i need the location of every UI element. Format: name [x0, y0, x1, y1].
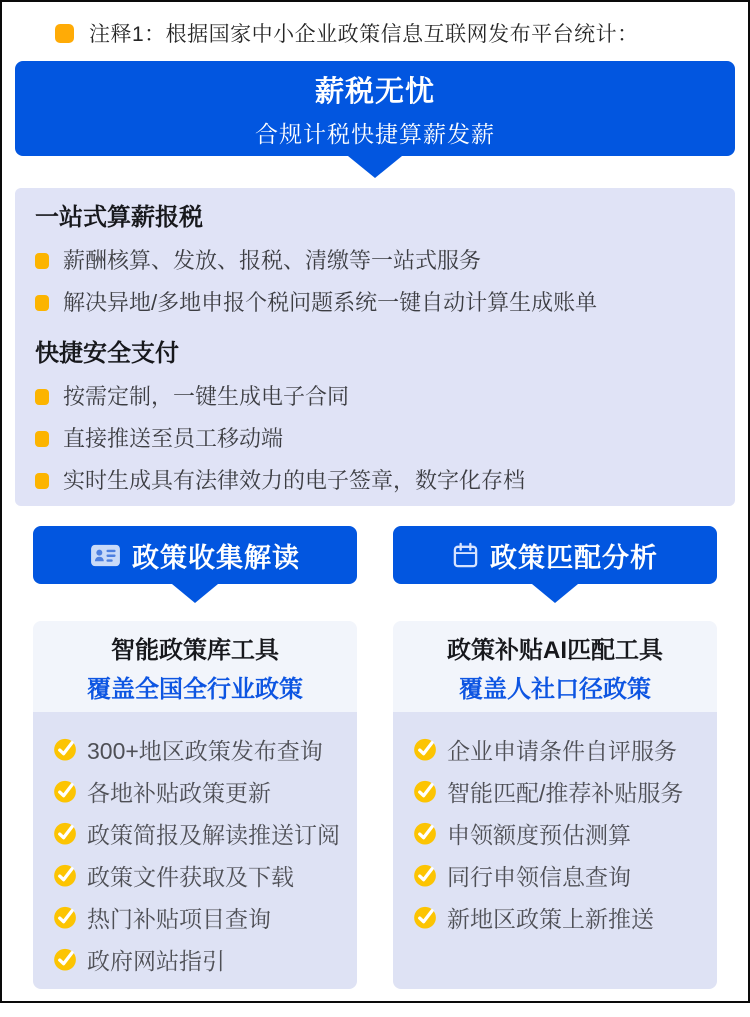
- list-item-label: 政策简报及解读推送订阅: [87, 822, 340, 848]
- subsidy-matching-card: [393, 621, 717, 989]
- card-subtitle: 覆盖全国全行业政策: [87, 675, 303, 703]
- list-item-label: 政策文件获取及下载: [87, 864, 294, 890]
- orange-square-bullet-icon: [55, 24, 74, 43]
- list-item: [413, 733, 717, 766]
- banner-subtitle: 合规计税快捷算薪发薪: [255, 120, 495, 147]
- feature-item-label: 按需定制，一键生成电子合同: [63, 384, 350, 409]
- two-column-section: [15, 526, 735, 989]
- card-title: 智能政策库工具: [111, 636, 279, 664]
- infographic-page: [2, 18, 748, 1017]
- section-heading: 一站式算薪报税: [35, 204, 203, 231]
- feature-item: [35, 468, 715, 494]
- list-item: [413, 901, 717, 934]
- list-item: [413, 775, 717, 808]
- feature-item-label: 解决异地/多地申报个税问题系统一键自动计算生成账单: [63, 290, 598, 315]
- list-item: [413, 817, 717, 850]
- policy-matching-button[interactable]: [393, 526, 717, 584]
- orange-square-bullet-icon: [35, 431, 49, 447]
- section-heading: 快捷安全支付: [35, 340, 179, 367]
- list-item-label: 同行申领信息查询: [447, 864, 631, 890]
- column-policy-collection: [33, 526, 357, 989]
- feature-item-label: 薪酬核算、发放、报税、清缴等一站式服务: [63, 248, 482, 273]
- list-item-label: 300+地区政策发布查询: [87, 738, 323, 764]
- list-item: [53, 733, 357, 766]
- id-card-icon: [90, 543, 121, 568]
- feature-item-label: 直接推送至员工移动端: [63, 426, 284, 451]
- feature-item: [35, 290, 715, 316]
- banner-title: 薪税无忧: [314, 75, 435, 108]
- note-text: 注释1：根据国家中小企业政策信息互联网发布平台统计：: [89, 23, 639, 46]
- arrow-down-icon: [172, 584, 218, 603]
- feature-item-label: 实时生成具有法律效力的电子签章，数字化存档: [63, 468, 526, 493]
- list-item: [53, 859, 357, 892]
- check-icon: [53, 905, 78, 930]
- card-subtitle: 覆盖人社口径政策: [459, 675, 651, 703]
- calendar-icon: [452, 542, 479, 569]
- check-icon: [53, 821, 78, 846]
- check-icon: [413, 821, 438, 846]
- card-list: [393, 712, 717, 989]
- list-item: [53, 943, 357, 976]
- feature-item: [35, 248, 715, 274]
- arrow-down-icon: [532, 584, 578, 603]
- check-icon: [53, 737, 78, 762]
- policy-library-card: [33, 621, 357, 989]
- list-item-label: 智能匹配/推荐补贴服务: [447, 780, 684, 806]
- list-item-label: 新地区政策上新推送: [447, 906, 654, 932]
- list-item-label: 政府网站指引: [87, 948, 225, 974]
- feature-box: [15, 188, 735, 506]
- policy-collection-button-label: 政策收集解读: [132, 542, 300, 573]
- banner: [15, 61, 735, 156]
- list-item-label: 热门补贴项目查询: [87, 906, 271, 932]
- card-list: [33, 712, 357, 989]
- list-item-label: 申领额度预估测算: [447, 822, 631, 848]
- check-icon: [53, 947, 78, 972]
- check-icon: [413, 863, 438, 888]
- feature-item: [35, 426, 715, 452]
- card-title: 政策补贴AI匹配工具: [447, 636, 663, 664]
- policy-matching-button-label: 政策匹配分析: [490, 542, 658, 573]
- check-icon: [413, 779, 438, 804]
- list-item-label: 企业申请条件自评服务: [447, 738, 677, 764]
- orange-square-bullet-icon: [35, 473, 49, 489]
- list-item: [53, 775, 357, 808]
- orange-square-bullet-icon: [35, 253, 49, 269]
- check-icon: [53, 779, 78, 804]
- feature-item: [35, 384, 715, 410]
- policy-collection-button[interactable]: [33, 526, 357, 584]
- list-item-label: 各地补贴政策更新: [87, 780, 271, 806]
- check-icon: [413, 737, 438, 762]
- column-policy-matching: [393, 526, 717, 989]
- list-item: [53, 817, 357, 850]
- check-icon: [413, 905, 438, 930]
- arrow-down-icon: [348, 156, 402, 178]
- card-header: [33, 621, 357, 712]
- note-line: [55, 18, 735, 48]
- list-item: [53, 901, 357, 934]
- orange-square-bullet-icon: [35, 389, 49, 405]
- orange-square-bullet-icon: [35, 295, 49, 311]
- list-item: [413, 859, 717, 892]
- check-icon: [53, 863, 78, 888]
- card-header: [393, 621, 717, 712]
